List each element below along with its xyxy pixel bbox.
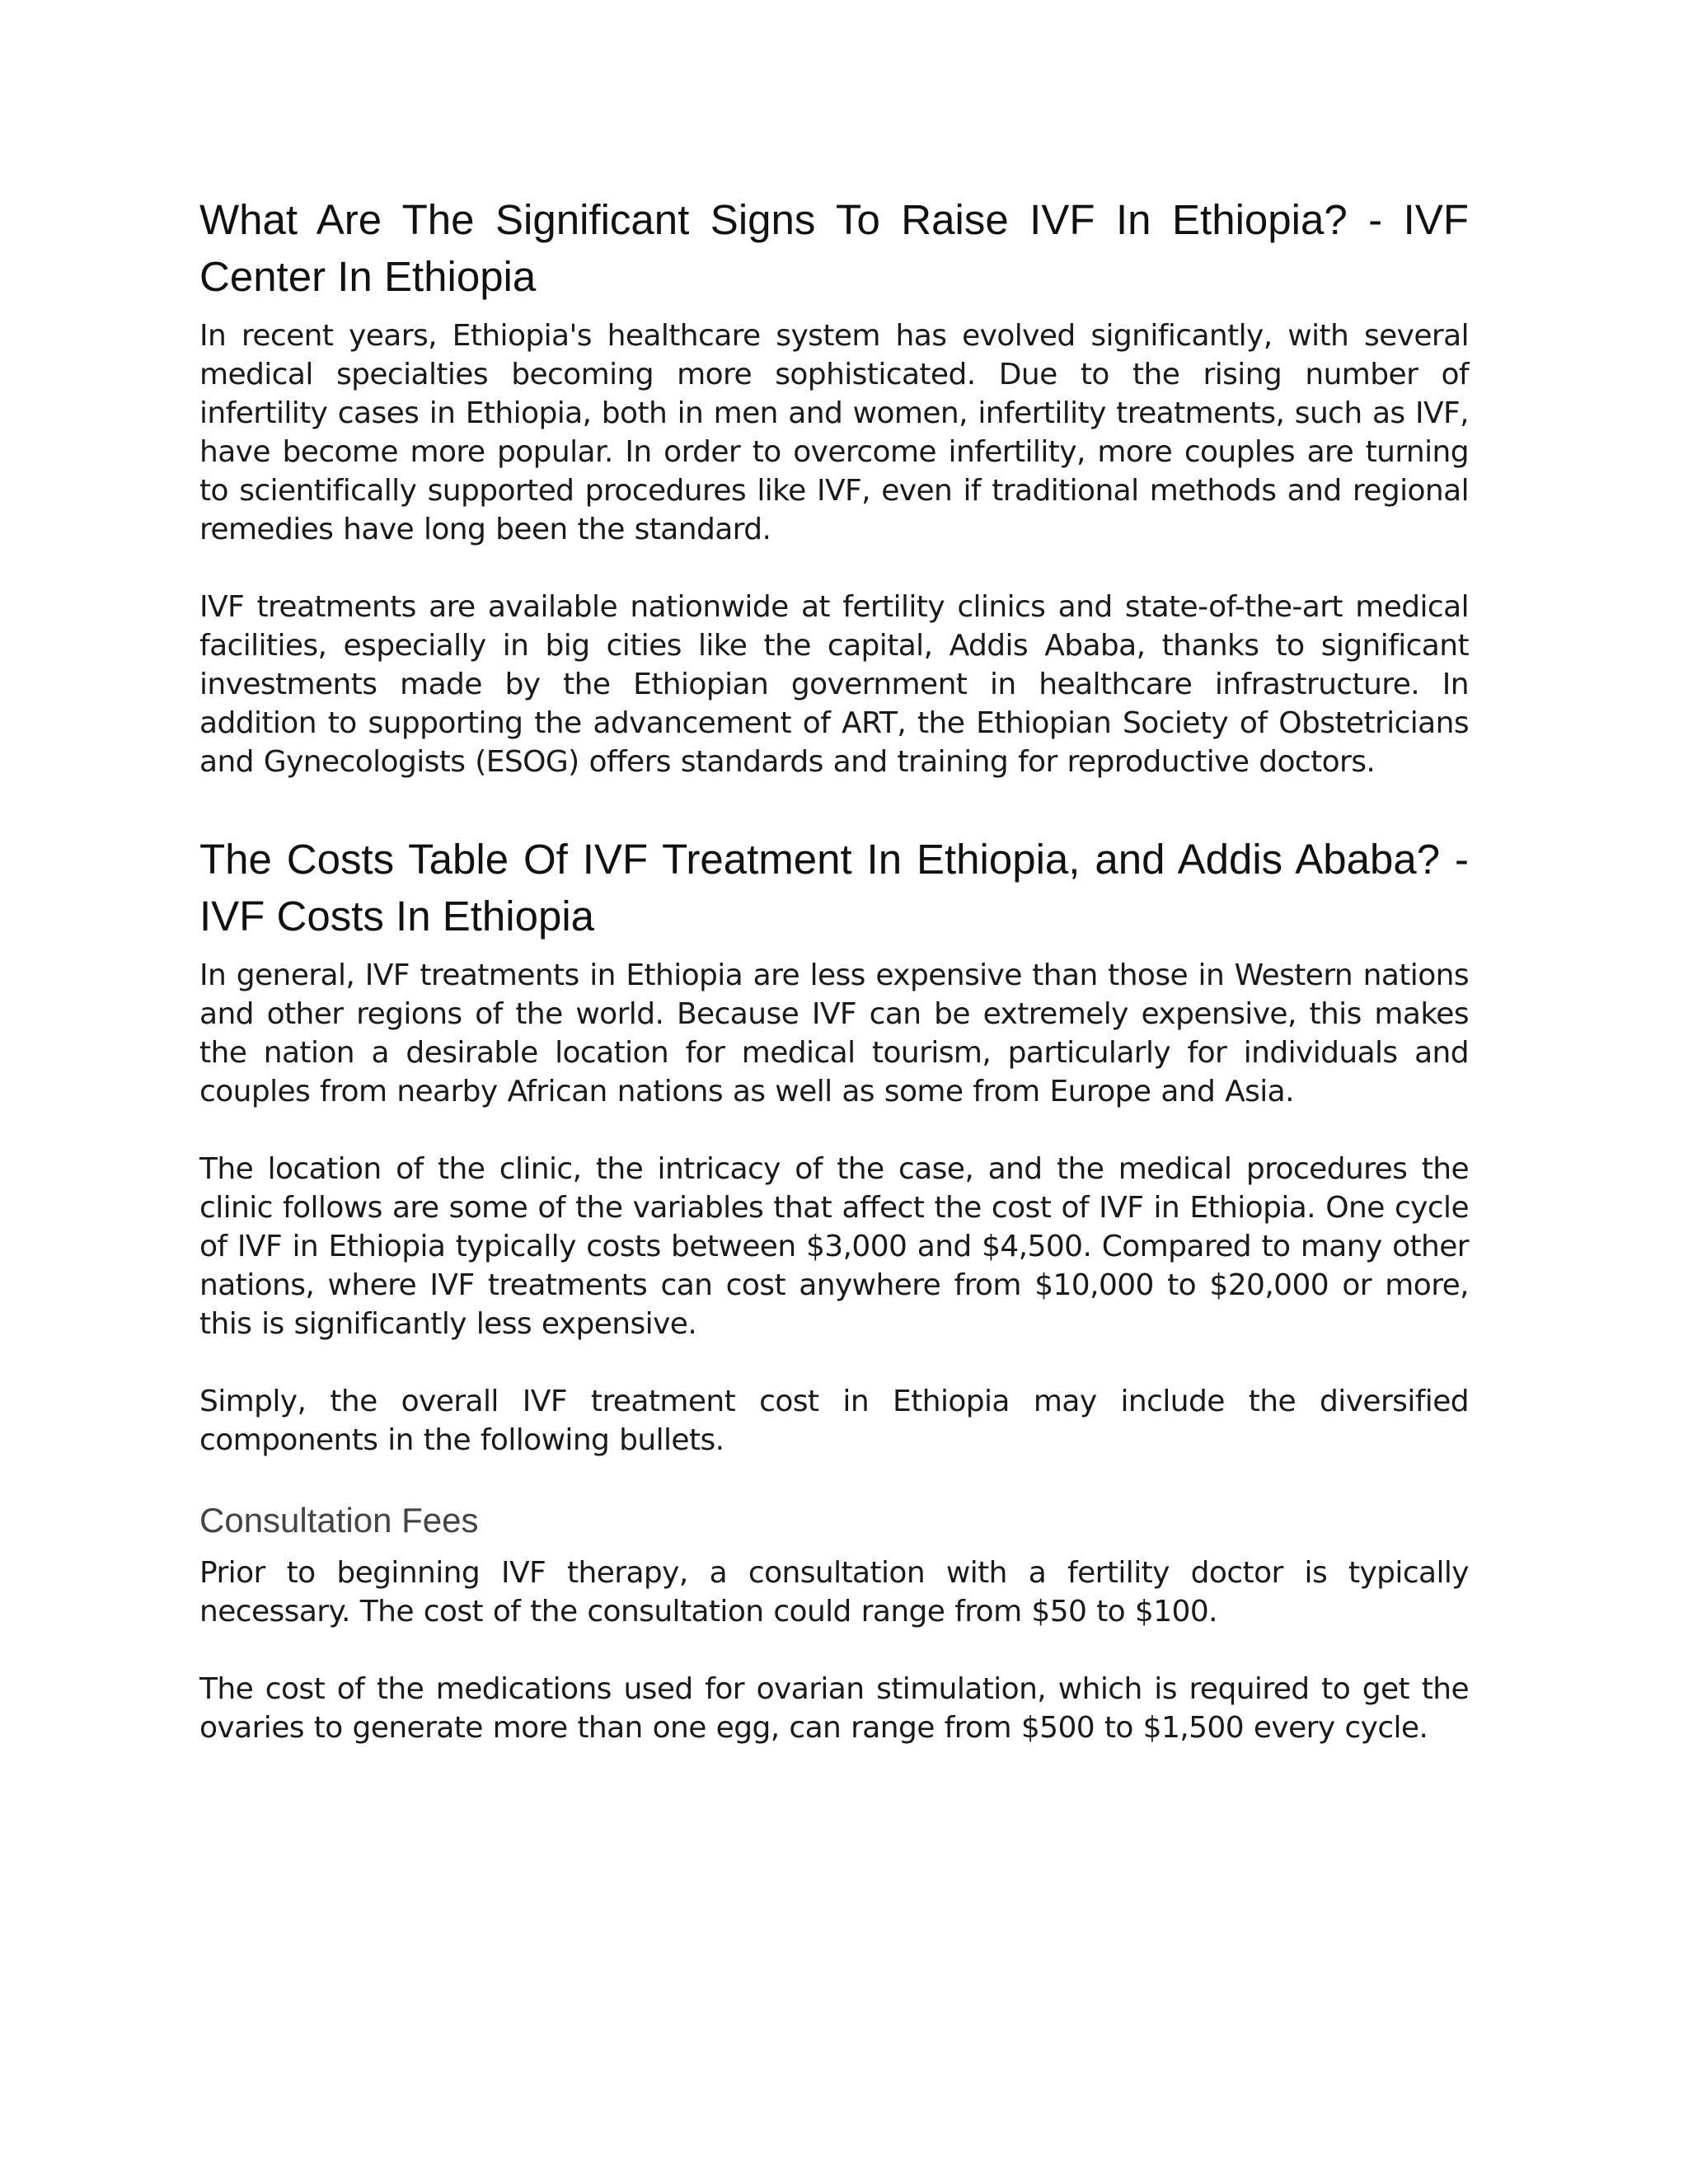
paragraph: Prior to beginning IVF therapy, a consultation with a fertility doctor is typically necessary. The cost of the consultation could range from $50 to $100. [199,1556,1469,1629]
paragraph: IVF treatments are available nationwide at fertility clinics and state-of-the-art medical facilities, especially in big cities like the capital, Addis Ababa, thanks to significant investments made by the Ethiopian government in healthcare infrastructure. In addition to supporting the advancement of ART, the Ethiopian Society of Obstetricians and Gynecologists (ESOG) offers standards and training for reproductive doctors. [199,590,1469,779]
subheading-consultation-fees: Consultation Fees [199,1501,479,1540]
paragraph: In general, IVF treatments in Ethiopia are less expensive than those in Western nations and other regions of the world. Because IVF can be extremely expensive, this makes the nation a desirable location for medical tourism, particularly for individuals and couples from nearby African nations as well as some from Europe and Asia. [199,958,1469,1108]
paragraph: The location of the clinic, the intricacy of the case, and the medical procedures the clinic follows are some of the variables that affect the cost of IVF in Ethiopia. One cycle of IVF in Ethiopia typically costs between $3,000 and $4,500. Compared to many other nations, where IVF treatments can cost anywhere from $10,000 to $20,000 or more, this is significantly less expensive. [199,1152,1469,1341]
section-consultation-fees [199,1497,1469,1747]
section-ivf-costs [199,831,1469,1460]
section-ivf-signs [199,191,1469,781]
paragraph: Simply, the overall IVF treatment cost in Ethiopia may include the diversified components in the following bullets. [199,1385,1469,1457]
heading-ivf-signs: What Are The Significant Signs To Raise IVF In Ethiopia? - IVF Center In Ethiopia [199,196,1469,300]
paragraph: In recent years, Ethiopia's healthcare system has evolved significantly, with several medical specialties becoming more sophisticated. Due to the rising number of infertility cases in Ethiopia, both in men and women, infertility treatments, such as IVF, have become more popular. In order to overcome infertility, more couples are turning to scientifically supported procedures like IVF, even if traditional methods and regional remedies have long been the standard. [199,319,1469,546]
document-page [199,191,1469,1747]
heading-ivf-costs: The Costs Table Of IVF Treatment In Ethiopia, and Addis Ababa? - IVF Costs In Ethiopia [199,836,1469,940]
paragraph: The cost of the medications used for ovarian stimulation, which is required to get the ovaries to generate more than one egg, can range from $500 to $1,500 every cycle. [199,1672,1469,1745]
